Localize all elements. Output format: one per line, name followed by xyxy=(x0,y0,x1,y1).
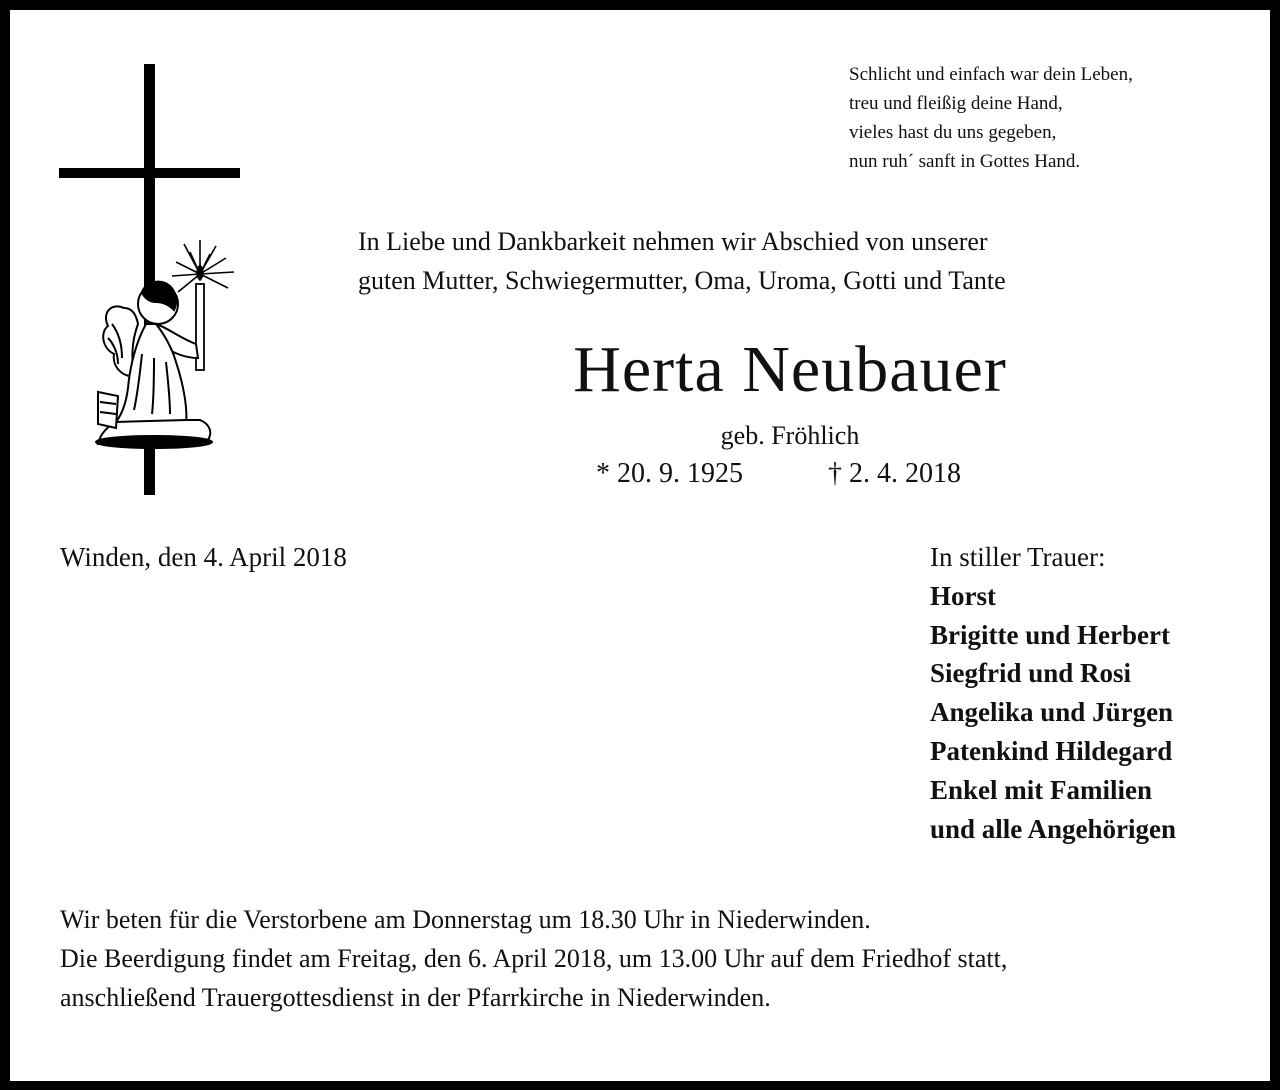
intro-line: guten Mutter, Schwiegermutter, Oma, Uroma, Gotti und Tante xyxy=(358,266,1006,295)
mourner-name: Brigitte und Herbert xyxy=(930,619,1170,650)
maiden-name: geb. Fröhlich xyxy=(720,421,860,450)
mourner-name: Patenkind Hildegard xyxy=(930,735,1173,766)
mourners-list xyxy=(930,538,1250,848)
service-line: anschließend Trauergottesdienst in der Pfarrkirche in Niederwinden. xyxy=(60,983,771,1012)
poem xyxy=(849,60,1249,176)
poem-line: vieles hast du uns gegeben, xyxy=(849,122,1057,143)
service-info xyxy=(60,900,1240,1017)
mourner-name: Horst xyxy=(930,580,996,611)
deceased-name: Herta Neubauer xyxy=(573,333,1007,406)
mourner-name: Enkel mit Familien xyxy=(930,774,1152,805)
service-line: Wir beten für die Verstorbene am Donnerstag um 18.30 Uhr in Niederwinden. xyxy=(60,905,871,934)
cross-with-angel xyxy=(56,62,246,498)
death-date: † 2. 4. 2018 xyxy=(828,458,961,489)
poem-line: Schlicht und einfach war dein Leben, xyxy=(849,64,1133,85)
mourner-name: und alle Angehörigen xyxy=(930,813,1177,844)
mourner-name: Siegfrid und Rosi xyxy=(930,658,1132,689)
birth-date: * 20. 9. 1925 xyxy=(596,458,743,489)
intro-text xyxy=(358,222,1218,300)
kneeling-angel-icon xyxy=(96,282,212,448)
poem-line: treu und fleißig deine Hand, xyxy=(849,93,1063,114)
intro-line: In Liebe und Dankbarkeit nehmen wir Abschied von unserer xyxy=(358,227,988,256)
poem-line: nun ruh´ sanft in Gottes Hand. xyxy=(849,151,1081,172)
mourners-heading: In stiller Trauer: xyxy=(930,542,1106,572)
life-dates xyxy=(596,456,1016,492)
service-line: Die Beerdigung findet am Freitag, den 6. April 2018, um 13.00 Uhr auf dem Friedhof statt, xyxy=(60,944,1008,973)
mourner-name: Angelika und Jürgen xyxy=(930,697,1174,728)
place-and-date: Winden, den 4. April 2018 xyxy=(60,542,347,572)
